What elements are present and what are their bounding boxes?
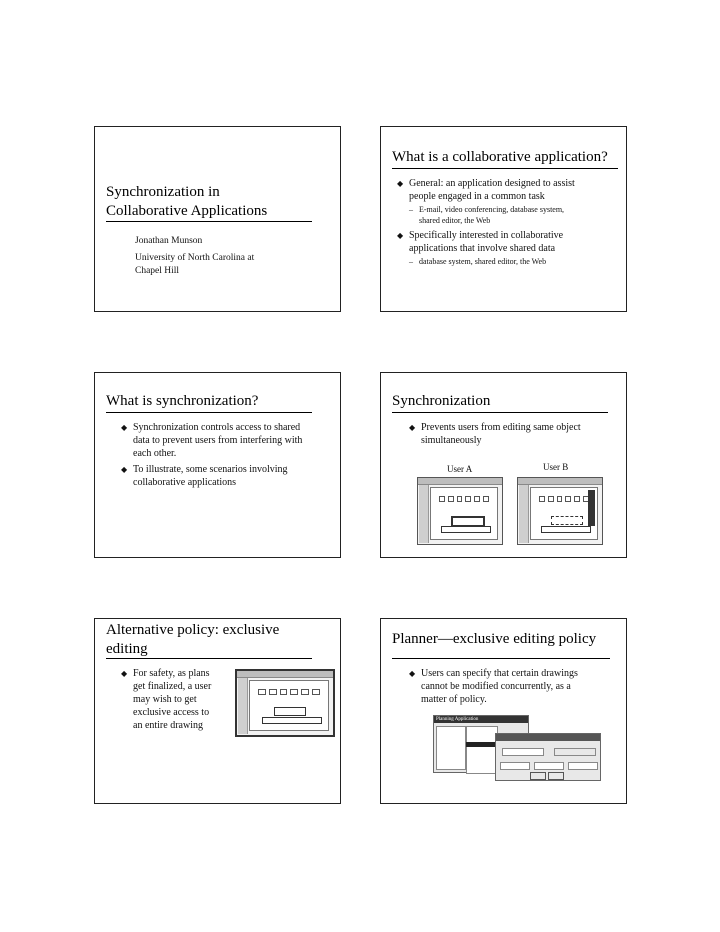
slide-exclusive-editing [94, 618, 341, 804]
user-a-label: User A [447, 464, 473, 474]
selected-object [551, 516, 583, 525]
sub-list [409, 205, 619, 226]
slide-what-is-collaborative [380, 126, 627, 312]
bullet-list [121, 421, 331, 492]
affiliation-line-2: Chapel Hill [135, 266, 180, 276]
exclusive-drawing-screenshot [235, 669, 335, 737]
bullet-list [409, 667, 621, 709]
slide-title-heading: Synchronization in Collaborative Applications [106, 184, 268, 219]
bullet-item: ◆ Synchronization controls access to shared data to prevent users from interfering with each other. [121, 422, 303, 459]
bullet-list [121, 667, 231, 735]
slide-heading: Synchronization [392, 393, 491, 409]
bullet-diamond-icon: ◆ [121, 423, 128, 432]
title-rule [106, 658, 312, 659]
slide-heading: Alternative policy: exclusive editing [106, 622, 280, 657]
bullet-item: ◆ Prevents users from editing same object simultaneously [409, 422, 581, 446]
title-rule [106, 221, 312, 222]
bullet-item: ◆ To illustrate, some scenarios involving collaborative applications [121, 464, 288, 488]
sub-item: – E-mail, video conferencing, database system, shared editor, the Web [409, 205, 565, 225]
slide-what-is-synchronization [94, 372, 341, 558]
bullet-diamond-icon: ◆ [397, 179, 404, 188]
bullet-item: ◆ Specifically interested in collaborative applications that involve shared data – database system, shared editor, the Web [397, 229, 619, 268]
bullet-diamond-icon: ◆ [409, 669, 416, 678]
bullet-list [397, 177, 619, 271]
slide-heading: Planner—exclusive editing policy [392, 631, 597, 647]
sub-list [409, 257, 619, 268]
bullet-diamond-icon: ◆ [409, 423, 416, 432]
title-rule [392, 658, 610, 659]
author-block [135, 235, 254, 278]
slide-synchronization [380, 372, 627, 558]
title-rule [392, 168, 618, 169]
bullet-diamond-icon: ◆ [397, 231, 404, 240]
slide-heading: What is synchronization? [106, 393, 259, 409]
bullet-item: ◆ General: an application designed to assist people engaged in a common task – E-mail, video conferencing, database system, shared editor, the Web [397, 177, 619, 226]
bullet-item: ◆ For safety, as plans get finalized, a user may wish to get exclusive access to an entire drawing [121, 668, 212, 731]
slide-planner-exclusive-policy [380, 618, 627, 804]
title-rule [392, 412, 608, 413]
affiliation-line-1: University of North Carolina at [135, 253, 255, 263]
window-title: Planning Application [434, 716, 528, 723]
slide-heading: What is a collaborative application? [392, 149, 608, 165]
bullet-item: ◆ Users can specify that certain drawings cannot be modified concurrently, as a matter of policy. [409, 668, 578, 705]
title-rule [106, 412, 312, 413]
user-a-screenshot [417, 477, 503, 545]
user-b-label: User B [543, 462, 569, 472]
user-b-screenshot [517, 477, 603, 545]
bullet-diamond-icon: ◆ [121, 465, 128, 474]
author-name: Jonathan Munson [135, 236, 203, 246]
lock-policy-dialog [495, 733, 601, 781]
sub-item: – database system, shared editor, the Web [409, 257, 547, 266]
bullet-diamond-icon: ◆ [121, 669, 128, 678]
slide-title [94, 126, 341, 312]
bullet-list [409, 421, 619, 450]
